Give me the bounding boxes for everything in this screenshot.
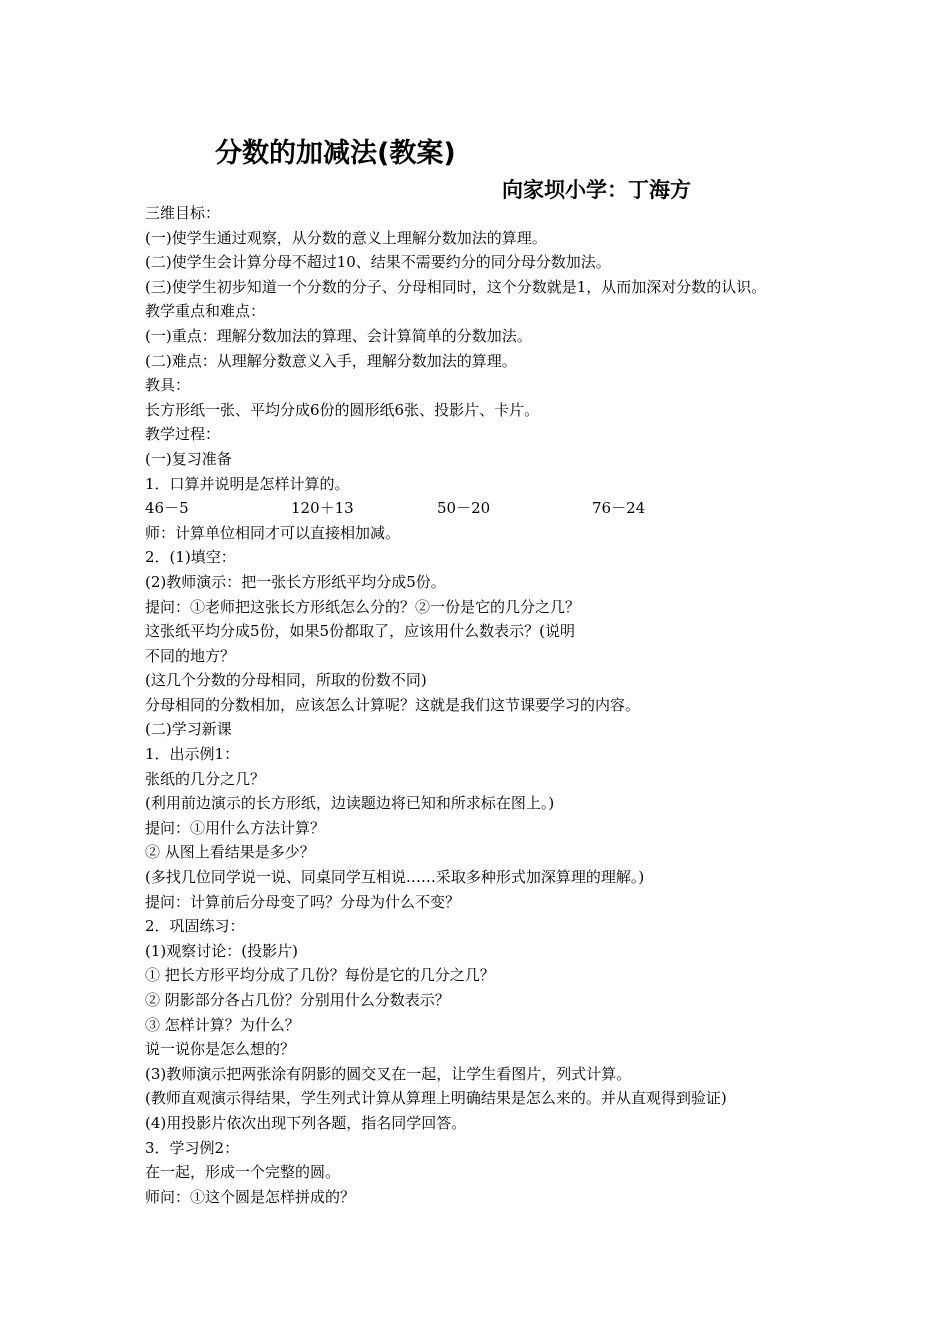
- text-line: 张纸的几分之几？: [145, 769, 266, 788]
- text-line: (二)使学生会计算分母不超过10、结果不需要约分的同分母分数加法。: [145, 253, 611, 272]
- text-line: 2．巩固练习：: [145, 917, 245, 936]
- text-line: 说一说你是怎么想的？: [145, 1040, 296, 1059]
- text-line: (一)复习准备: [145, 449, 232, 468]
- text-line: 教学过程：: [145, 425, 221, 444]
- text-line: 三维目标：: [145, 204, 221, 222]
- text-line: (三)使学生初步知道一个分数的分子、分母相同时，这个分数就是1，从而加深对分数的认识。: [145, 277, 767, 296]
- text-line: 提问：①老师把这张长方形纸怎么分的？②一份是它的几分之几？: [145, 597, 581, 616]
- text-line: (3)教师演示把两张涂有阴影的圆交叉在一起，让学生看图片，列式计算。: [145, 1064, 632, 1083]
- text-line: 教具：: [145, 376, 191, 395]
- text-line: (2)教师演示：把一张长方形纸平均分成5份。: [145, 572, 446, 591]
- document-title: 分数的加减法(教案): [215, 138, 456, 169]
- text-line: 3．学习例2：: [145, 1138, 240, 1157]
- text-line: 提问：计算前后分母变了吗？分母为什么不变？: [145, 892, 461, 911]
- calc-item: 46－5: [145, 499, 189, 518]
- text-line: (一)使学生通过观察，从分数的意义上理解分数加法的算理。: [145, 228, 547, 247]
- document-body: [145, 201, 845, 1209]
- text-line: (这几个分数的分母相同，所取的份数不同): [145, 671, 427, 690]
- calc-item: 50－20: [437, 499, 491, 518]
- text-line: 1．出示例1：: [145, 745, 240, 764]
- text-line: 1．口算并说明是怎样计算的。: [145, 474, 350, 493]
- calc-item: 76－24: [592, 499, 646, 518]
- text-line: 教学重点和难点：: [145, 302, 266, 321]
- text-line: 师：计算单位相同才可以直接相加减。: [145, 523, 401, 542]
- text-line: 在一起，形成一个完整的圆。: [145, 1163, 341, 1182]
- text-line: ③ 怎样计算？为什么？: [145, 1015, 300, 1034]
- text-line: (一)重点：理解分数加法的算理、会计算简单的分数加法。: [145, 326, 532, 345]
- text-line: 不同的地方？: [145, 646, 236, 665]
- text-line: 长方形纸一张、平均分成6份的圆形纸6张、投影片、卡片。: [145, 400, 540, 419]
- text-line: (4)用投影片依次出现下列各题，指名同学回答。: [145, 1113, 467, 1132]
- text-line: ② 从图上看结果是多少？: [145, 843, 315, 862]
- text-line: ① 把长方形平均分成了几份？每份是它的几分之几？: [145, 966, 495, 985]
- text-line: (教师直观演示得结果，学生列式计算从算理上明确结果是怎么来的。并从直观得到验证): [145, 1089, 727, 1108]
- text-line: 分母相同的分数相加，应该怎么计算呢？这就是我们这节课要学习的内容。: [145, 695, 641, 714]
- text-line: 师问：①这个圆是怎样拼成的？: [145, 1187, 356, 1206]
- text-line: (二)难点：从理解分数意义入手，理解分数加法的算理。: [145, 351, 517, 370]
- calc-row: [145, 496, 845, 521]
- text-line: 提问：①用什么方法计算？: [145, 818, 326, 837]
- text-line: 这张纸平均分成5份，如果5份都取了，应该用什么数表示？(说明: [145, 622, 575, 641]
- text-line: (多找几位同学说一说、同桌同学互相说……采取多种形式加深算理的理解。): [145, 868, 645, 887]
- text-line: (二)学习新课: [145, 720, 232, 739]
- document-author: 向家坝小学：丁海方: [502, 178, 691, 202]
- calc-item: 120＋13: [291, 499, 354, 518]
- text-line: (1)观察讨论：(投影片): [145, 941, 298, 960]
- text-line: (利用前边演示的长方形纸，边读题边将已知和所求标在图上。): [145, 794, 555, 813]
- text-line: ② 阴影部分各占几份？分别用什么分数表示？: [145, 991, 450, 1009]
- text-line: 2．(1)填空：: [145, 548, 236, 567]
